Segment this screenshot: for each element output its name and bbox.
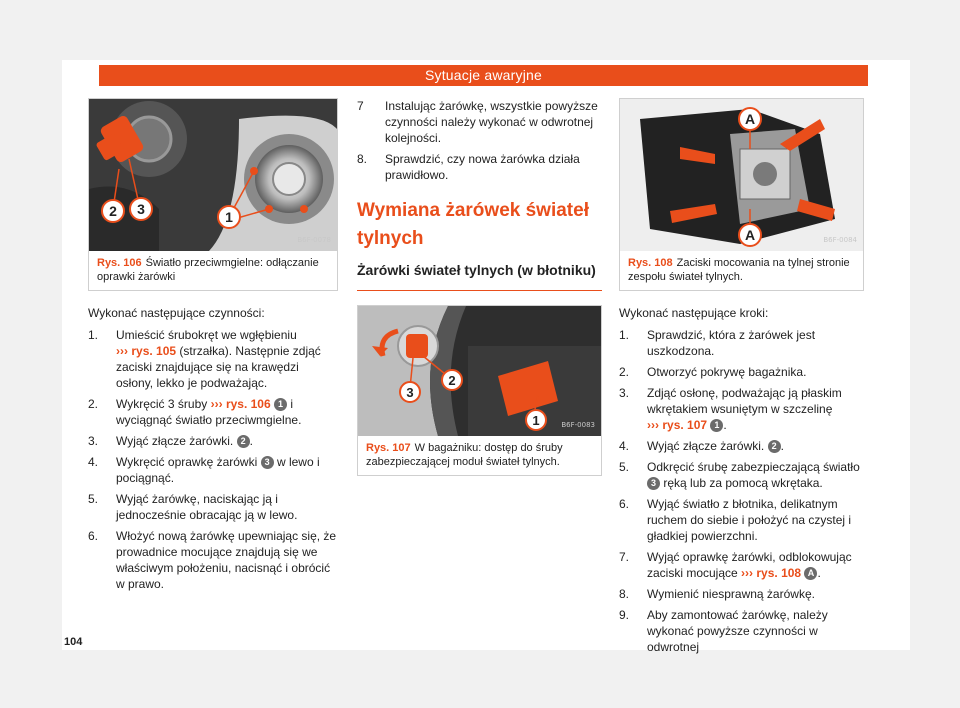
figure-ref: Rys. 106 bbox=[97, 257, 142, 269]
list-item bbox=[619, 549, 864, 581]
step-number: 2. bbox=[619, 365, 630, 379]
step-number: 6. bbox=[88, 529, 99, 543]
step-text: Wyjąć oprawkę żarówki, odblokowując zaciski mocujące bbox=[647, 550, 852, 580]
step-text: i wyciągnąć światło przeciwmgielne. bbox=[116, 397, 302, 427]
step-number: 3. bbox=[619, 386, 630, 400]
list-item bbox=[357, 98, 602, 146]
list-item bbox=[619, 586, 864, 602]
ref-arrow: ››› bbox=[116, 344, 128, 358]
step-number: 4. bbox=[619, 439, 630, 453]
caption-text: Światło przeciwmgielne: odłączanie oprawki żarówki bbox=[97, 257, 319, 283]
section-header: Sytuacje awaryjne bbox=[99, 65, 868, 86]
step-number: 3. bbox=[88, 434, 99, 448]
step-text: . bbox=[780, 439, 784, 453]
step-text: Sprawdzić, która z żarówek jest uszkodzona. bbox=[647, 328, 816, 358]
figure-code: B6F-0083 bbox=[561, 421, 595, 429]
list-item bbox=[619, 607, 864, 655]
step-text: Wykręcić 3 śruby bbox=[116, 397, 208, 411]
callout-A-label: A bbox=[744, 227, 756, 243]
callout-3-label: 3 bbox=[406, 385, 414, 400]
step-text: Instalując żarówkę, wszystkie powyższe czynności należy wykonać w odwrotnej kolejności. bbox=[385, 99, 598, 145]
step-text: w lewo i pociągnąć. bbox=[116, 455, 320, 485]
tail-light-image bbox=[620, 99, 863, 251]
callout-badge: 2 bbox=[768, 440, 781, 453]
step-number: 5. bbox=[88, 492, 99, 506]
list-item bbox=[88, 454, 338, 486]
figure-108 bbox=[619, 98, 864, 291]
list-item bbox=[619, 438, 864, 454]
step-text: Włożyć nową żarówkę upewniając się, że prowadnice mocujące znajdują się we właściwym położeniu, nacisnąć i obrócić w prawo. bbox=[116, 529, 337, 591]
list-item bbox=[88, 491, 338, 523]
step-number: 2. bbox=[88, 397, 99, 411]
sub-title: Żarówki świateł tylnych (w błotniku) bbox=[357, 261, 602, 291]
figure-ref: Rys. 107 bbox=[366, 442, 411, 454]
callout-badge: 3 bbox=[261, 456, 274, 469]
figure-108-caption bbox=[620, 251, 863, 290]
ref-arrow: ››› bbox=[210, 397, 223, 411]
figure-link[interactable]: rys. 106 bbox=[225, 397, 271, 411]
step-number: 8. bbox=[619, 587, 630, 601]
ref-arrow: ››› bbox=[741, 566, 754, 580]
fog-light-image bbox=[89, 99, 337, 251]
step-number: 9. bbox=[619, 608, 630, 622]
callout-1-label: 1 bbox=[225, 209, 233, 225]
step-text: . bbox=[723, 418, 727, 432]
callout-1-label: 1 bbox=[532, 413, 540, 428]
step-number: 4. bbox=[88, 455, 99, 469]
list-item bbox=[88, 396, 338, 428]
step-text: Wykręcić oprawkę żarówki bbox=[116, 455, 258, 469]
step-number: 5. bbox=[619, 460, 630, 474]
list-item bbox=[619, 459, 864, 491]
list-item bbox=[88, 433, 338, 449]
callout-3-label: 3 bbox=[137, 201, 145, 217]
step-text: Wyjąć złącze żarówki. bbox=[116, 434, 234, 448]
step-text: Wyjąć złącze żarówki. bbox=[647, 439, 765, 453]
step-number: 1. bbox=[88, 328, 99, 342]
callout-badge: 1 bbox=[274, 398, 287, 411]
step-text: Aby zamontować żarówkę, należy wykonać powyższe czynności w odwrotnej bbox=[647, 608, 828, 654]
figure-code: B6F-0078 bbox=[297, 236, 331, 244]
step-text: Sprawdzić, czy nowa żarówka działa prawidłowo. bbox=[385, 152, 580, 182]
step-number: 1. bbox=[619, 328, 630, 342]
step-text: Zdjąć osłonę, podważając ją płaskim wkrętakiem wsuniętym w szczelinę bbox=[647, 386, 842, 416]
steps-list-col1 bbox=[88, 327, 338, 592]
step-text: Otworzyć pokrywę bagażnika. bbox=[647, 365, 807, 379]
figure-107-caption bbox=[358, 436, 601, 475]
figure-link[interactable]: rys. 105 bbox=[131, 344, 177, 358]
list-item bbox=[88, 327, 338, 391]
figure-ref: Rys. 108 bbox=[628, 257, 673, 269]
figure-106 bbox=[88, 98, 338, 291]
step-text: Wymienić niesprawną żarówkę. bbox=[647, 587, 815, 601]
callout-2-label: 2 bbox=[109, 203, 117, 219]
step-number: 8. bbox=[357, 152, 368, 166]
column-1 bbox=[88, 98, 338, 597]
step-number: 6. bbox=[619, 497, 630, 511]
list-item bbox=[619, 327, 864, 359]
step-text: Wyjąć żarówkę, naciskając ją i jednocześnie obracając ją w lewo. bbox=[116, 492, 298, 522]
caption-text: Zaciski mocowania na tylnej stronie zespołu świateł tylnych. bbox=[628, 257, 850, 283]
column-3 bbox=[619, 98, 864, 660]
steps-list-col3 bbox=[619, 327, 864, 655]
list-item bbox=[619, 364, 864, 380]
list-item bbox=[619, 496, 864, 544]
steps-list-col2 bbox=[357, 98, 602, 183]
manual-page bbox=[62, 60, 910, 654]
step-text: . bbox=[817, 566, 821, 580]
caption-text: W bagażniku: dostęp do śruby zabezpieczającej moduł świateł tylnych. bbox=[366, 442, 563, 468]
step-text: Umieścić śrubokręt we wgłębieniu bbox=[116, 328, 297, 342]
figure-106-caption bbox=[89, 251, 337, 290]
step-text: Wyjąć światło z błotnika, delikatnym ruchem do siebie i położyć na czystej i gładkiej powierzchni. bbox=[647, 497, 852, 543]
figure-link[interactable]: rys. 107 bbox=[662, 418, 708, 432]
trunk-image bbox=[358, 306, 601, 436]
callout-2-label: 2 bbox=[448, 373, 456, 388]
callout-badge: A bbox=[804, 567, 817, 580]
step-text: . bbox=[249, 434, 253, 448]
figure-link[interactable]: rys. 108 bbox=[756, 566, 802, 580]
intro-text: Wykonać następujące czynności: bbox=[88, 306, 265, 320]
fog-light-illustration bbox=[89, 99, 337, 251]
callout-badge: 3 bbox=[647, 477, 660, 490]
list-item bbox=[357, 151, 602, 183]
section-title: Wymiana żarówek świateł tylnych bbox=[357, 200, 589, 249]
step-text: Odkręcić śrubę zabezpieczającą światło bbox=[647, 460, 860, 474]
step-text: ręką lub za pomocą wkrętaka. bbox=[663, 476, 823, 490]
figure-code: B6F-0084 bbox=[823, 236, 857, 244]
callout-A-label: A bbox=[744, 111, 756, 127]
step-number: 7 bbox=[357, 99, 364, 113]
list-item bbox=[88, 528, 338, 592]
figure-107 bbox=[357, 305, 602, 476]
tail-light-illustration bbox=[620, 99, 863, 251]
step-number: 7. bbox=[619, 550, 630, 564]
callout-badge: 1 bbox=[710, 419, 723, 432]
ref-arrow: ››› bbox=[647, 418, 659, 432]
step-text: (strzałka). Następnie zdjąć zaciski znajdujące się na krawędzi osłony, lekko je podważając. bbox=[116, 344, 321, 390]
intro-text: Wykonać następujące kroki: bbox=[619, 306, 769, 320]
column-2 bbox=[357, 98, 602, 476]
page-number: 104 bbox=[64, 636, 83, 648]
list-item bbox=[619, 385, 864, 433]
callout-badge: 2 bbox=[237, 435, 250, 448]
